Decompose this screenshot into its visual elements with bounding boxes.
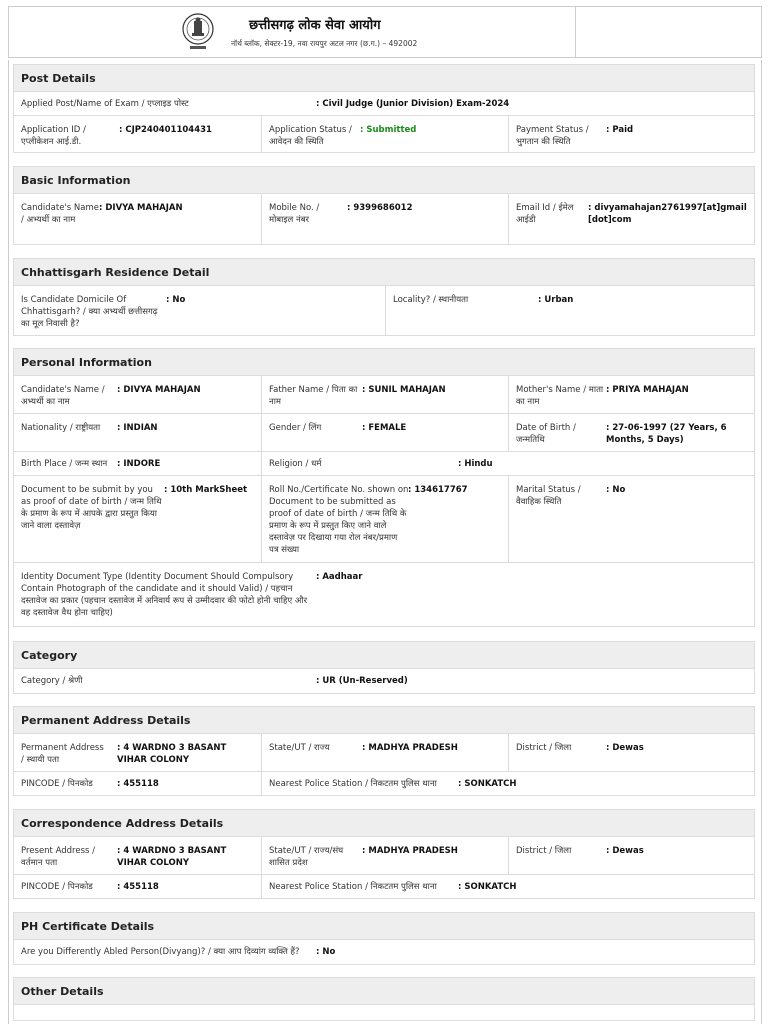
correspondence-police-label: Nearest Police Station / निकटतम पुलिस थाना (269, 882, 437, 892)
dob-value: : 27-06-1997 (27 Years, 6 Months, 5 Days) (606, 423, 727, 445)
marital-status-value: : No (606, 485, 626, 495)
section-title: Correspondence Address Details (13, 809, 755, 837)
permanent-pincode-cell (14, 772, 261, 795)
section-title: Other Details (13, 977, 755, 1005)
identity-document-label: Identity Document Type (Identity Document Should Compulsory Contain Photograph of the candidate and it should Valid) / पहचान दस्तावेज का प्रकार (पहचान दस्तावेज में अनिवार्य रूप से उम्मीदवार की फोटो होनी चाहिए और वह दस्तावेज वैध होना चाहिए) (21, 572, 308, 618)
section-title: Chhattisgarh Residence Detail (13, 258, 755, 286)
ph-certificate-section (13, 912, 755, 965)
birthplace-value: : INDORE (117, 459, 161, 469)
personal-names-row (13, 376, 755, 414)
personal-identity-row (13, 563, 755, 627)
application-status-value: : Submitted (360, 125, 417, 135)
basic-information-section (13, 166, 755, 245)
personal-candidate-name-label: Candidate's Name / अभ्यर्थी का नाम (21, 385, 105, 407)
permanent-district-value: : Dewas (606, 743, 644, 753)
present-address-cell (14, 837, 261, 874)
permanent-police-cell (261, 772, 754, 795)
religion-label: Religion / धर्म (269, 459, 322, 469)
candidate-name-label: Candidate's Name / अभ्यर्थी का नाम (21, 203, 99, 225)
mobile-label: Mobile No. / मोबाइल नंबर (269, 203, 320, 225)
nationality-cell (14, 414, 261, 451)
dob-document-label: Document to be submit by you as proof of date of birth / जन्म तिथि के प्रमाण के रूप में आपके द्वारा प्रस्तुत किया जाने वाला दस्तावेज़ (21, 485, 162, 531)
residence-row (13, 286, 755, 336)
other-details-section (13, 977, 755, 1021)
correspondence-state-label: State/UT / राज्य/संघ शासित प्रदेश (269, 846, 344, 868)
mobile-cell (261, 194, 508, 244)
permanent-address-section (13, 706, 755, 796)
applied-post-label: Applied Post/Name of Exam / एप्लाइड पोस्ट (21, 99, 189, 109)
permanent-address-label: Permanent Address / स्थायी पता (21, 743, 104, 765)
gender-value: : FEMALE (362, 423, 407, 433)
section-title: Post Details (13, 64, 755, 92)
birthplace-label: Birth Place / जन्म स्थान (21, 459, 108, 469)
correspondence-pincode-cell (14, 875, 261, 898)
permanent-address-cell (14, 734, 261, 771)
section-title: Permanent Address Details (13, 706, 755, 734)
organization-name: छत्तीसगढ़ लोक सेवा आयोग (249, 18, 381, 33)
dob-document-cell (14, 476, 261, 562)
permanent-pincode-label: PINCODE / पिनकोड (21, 779, 93, 789)
domicile-label: Is Candidate Domicile Of Chhattisgarh? / क्या अभ्यर्थी छत्तीसगढ़ का मूल निवासी है? (21, 295, 158, 329)
personal-nationality-row (13, 414, 755, 452)
mother-name-value: : PRIYA MAHAJAN (606, 385, 689, 395)
ph-row (13, 940, 755, 965)
mobile-value: : 9399686012 (347, 203, 413, 213)
locality-value: : Urban (538, 295, 574, 305)
birthplace-cell (14, 452, 261, 475)
email-label: Email Id / ईमेल आईडी (516, 203, 574, 225)
candidate-name-value: : DIVYA MAHAJAN (99, 203, 183, 213)
residence-section (13, 258, 755, 336)
correspondence-pincode-value: : 455118 (117, 882, 159, 892)
dob-label: Date of Birth / जन्मतिथि (516, 423, 576, 445)
application-id-value: : CJP240401104431 (119, 125, 212, 135)
divyang-value: : No (316, 947, 336, 957)
father-name-cell (261, 376, 508, 413)
section-title: Basic Information (13, 166, 755, 194)
domicile-value: : No (166, 295, 186, 305)
roll-number-cell (261, 476, 508, 562)
applied-post-row (13, 92, 755, 116)
religion-value: : Hindu (458, 459, 493, 469)
category-row (13, 669, 755, 694)
email-value: : divyamahajan2761997[at]gmail[dot]com (588, 203, 747, 225)
gender-label: Gender / लिंग (269, 423, 322, 433)
domicile-cell (14, 286, 385, 335)
other-details-row (13, 1005, 755, 1021)
dob-cell (508, 414, 754, 451)
locality-cell (385, 286, 754, 335)
father-name-label: Father Name / पिता का नाम (269, 385, 358, 407)
category-section (13, 641, 755, 694)
permanent-state-cell (261, 734, 508, 771)
header-divider (575, 7, 576, 57)
correspondence-state-value: : MADHYA PRADESH (362, 846, 458, 856)
permanent-police-label: Nearest Police Station / निकटतम पुलिस थाना (269, 779, 437, 789)
organization-address: नॉर्थ ब्लॉक, सेक्टर-19, नवा रायपुर अटल नगर (छ.ग.) – 492002 (231, 39, 418, 48)
personal-birthplace-row (13, 452, 755, 476)
application-id-label: Application ID / एप्लीकेशन आई.डी. (21, 125, 86, 147)
email-cell (508, 194, 754, 244)
marital-status-cell (508, 476, 754, 562)
payment-status-label: Payment Status / भुगतान की स्थिति (516, 125, 589, 147)
government-emblem-icon (181, 11, 215, 53)
section-title: Personal Information (13, 348, 755, 376)
gender-cell (261, 414, 508, 451)
permanent-state-value: : MADHYA PRADESH (362, 743, 458, 753)
category-label: Category / श्रेणी (21, 676, 83, 686)
nationality-value: : INDIAN (117, 423, 158, 433)
post-details-section (13, 64, 755, 153)
section-title: PH Certificate Details (13, 912, 755, 940)
basic-info-row (13, 194, 755, 245)
application-id-cell (14, 116, 261, 152)
father-name-value: : SUNIL MAHAJAN (362, 385, 446, 395)
section-title: Category (13, 641, 755, 669)
page-header (8, 6, 762, 58)
mother-name-cell (508, 376, 754, 413)
permanent-state-label: State/UT / राज्य (269, 743, 330, 753)
roll-number-label: Roll No./Certificate No. shown on Document to be submitted as proof of date of birth / जन्म तिथि के प्रमाण के रूप में प्रस्तुत किए जाने वाले दस्तावेज़ पर दिखाया गया रोल नंबर/प्रमाण पत्र संख्या (269, 485, 409, 555)
marital-status-label: Marital Status / वैवाहिक स्थिति (516, 485, 581, 507)
locality-label: Locality? / स्थानीयता (393, 295, 469, 305)
permanent-district-cell (508, 734, 754, 771)
divyang-label: Are you Differently Abled Person(Divyang)? / क्या आप दिव्यांग व्यक्ति हैं? (21, 947, 300, 957)
personal-candidate-name-cell (14, 376, 261, 413)
religion-cell (261, 452, 754, 475)
correspondence-district-label: District / जिला (516, 846, 572, 856)
personal-information-section (13, 348, 755, 627)
personal-candidate-name-value: : DIVYA MAHAJAN (117, 385, 201, 395)
identity-document-value: : Aadhaar (316, 572, 363, 582)
correspondence-police-cell (261, 875, 754, 898)
correspondence-district-cell (508, 837, 754, 874)
nationality-label: Nationality / राष्ट्रीयता (21, 423, 101, 433)
permanent-district-label: District / जिला (516, 743, 572, 753)
permanent-pincode-value: : 455118 (117, 779, 159, 789)
permanent-police-value: : SONKATCH (458, 779, 517, 789)
application-status-label: Application Status / आवेदन की स्थिति (269, 125, 352, 147)
permanent-address-value: : 4 WARDNO 3 BASANT VIHAR COLONY (117, 743, 227, 765)
application-status-row (13, 116, 755, 153)
correspondence-pincode-label: PINCODE / पिनकोड (21, 882, 93, 892)
mother-name-label: Mother's Name / माता का नाम (516, 385, 604, 407)
candidate-name-cell (14, 194, 261, 244)
applied-post-value: : Civil Judge (Junior Division) Exam-2024 (316, 99, 510, 109)
payment-status-cell (508, 116, 754, 152)
payment-status-value: : Paid (606, 125, 634, 135)
dob-document-value: : 10th MarkSheet (164, 485, 248, 495)
category-value: : UR (Un-Reserved) (316, 676, 408, 686)
correspondence-state-cell (261, 837, 508, 874)
personal-document-row (13, 476, 755, 563)
correspondence-address-section (13, 809, 755, 899)
roll-number-value: : 134617767 (408, 485, 468, 495)
permanent-pincode-row (13, 772, 755, 796)
correspondence-district-value: : Dewas (606, 846, 644, 856)
correspondence-address-row (13, 837, 755, 875)
correspondence-police-value: : SONKATCH (458, 882, 517, 892)
present-address-label: Present Address / वर्तमान पता (21, 846, 96, 868)
present-address-value: : 4 WARDNO 3 BASANT VIHAR COLONY (117, 846, 227, 868)
correspondence-pincode-row (13, 875, 755, 899)
application-status-cell (261, 116, 508, 152)
permanent-address-row (13, 734, 755, 772)
